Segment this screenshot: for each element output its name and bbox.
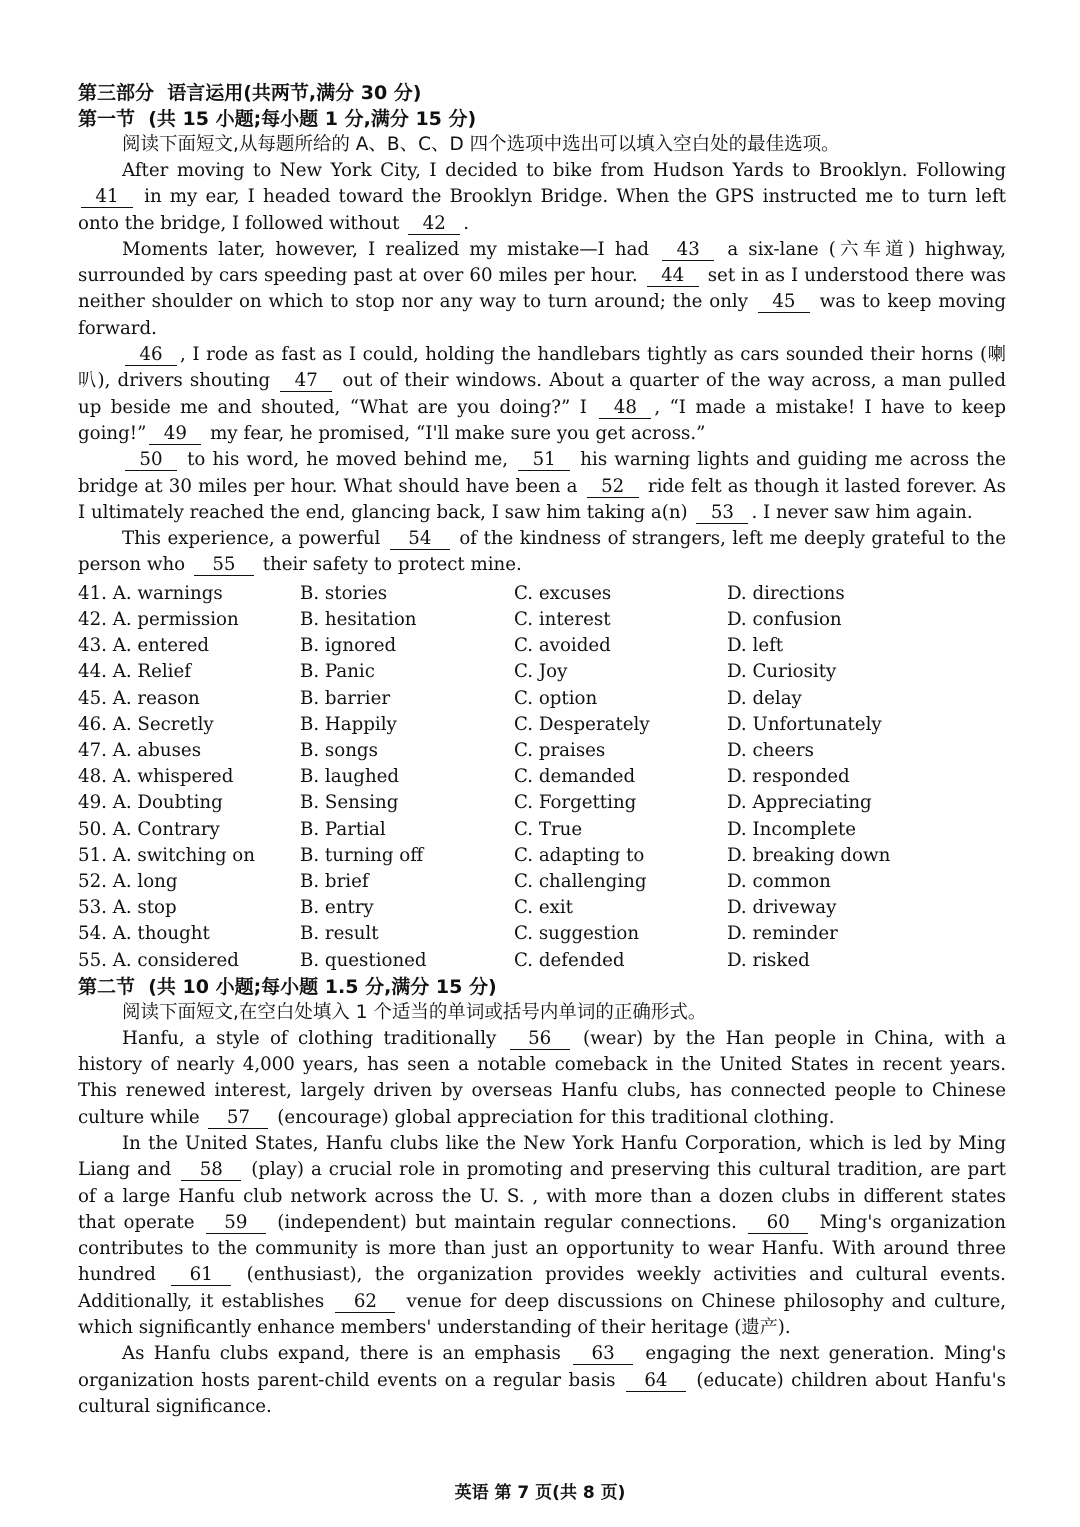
option-row-49: 49. A. Doubting B. Sensing C. Forgetting D. Appreciating [78,792,872,814]
blank-64: 64 [626,1371,686,1392]
option-row-52: 52. A. long B. brief C. challenging D. common [78,870,831,892]
blank-53: 53 [696,503,748,524]
grammar-paragraph-2: In the United States, Hanfu clubs like the New York Hanfu Corporation, which is led by Ming Liang and 58 (play) a crucial role in promoting and preserving this cultural tradition, are part of a large Hanfu club network across the U. S. , with more than a dozen clubs in different states that operate 59 (independent) but maintain regular connections. 60 Ming's organization contributes to the community is more than just an opportunity to wear Hanfu. With around three hundred 61 (enthusiast), the organization provides weekly activities and cultural events. Additionally, it establishes 62 venue for deep discussions on Chinese philosophy and culture, which significantly enhance members' understanding of their heritage (遗产). [78,1132,1006,1339]
blank-41: 41 [81,187,133,208]
option-row-50: 50. A. Contrary B. Partial C. True D. Incomplete [78,818,857,840]
blank-46: 46 [125,345,177,366]
blank-61: 61 [171,1265,231,1286]
cloze-paragraph-2: Moments later, however, I realized my mistake—I had 43 a six-lane (六车道) highway, surrounded by cars speeding past at over 60 miles per hour. 44 set in as I understood there was neither shoulder on which to stop nor any way to turn around; the only 45 was to keep moving forward. [78,238,1006,339]
blank-49: 49 [149,424,201,445]
blank-58: 58 [181,1160,241,1181]
cloze-paragraph-3: 46 , I rode as fast as I could, holding the handlebars tightly as cars sounded their horns (喇叭), drivers shouting 47 out of their windows. About a quarter of the way across, a man pulled up beside me and shouted, “What are you doing?” I 48 , “I made a mistake! I have to keep going!” 49 my fear, he promised, “I'll make sure you get across.” [78,344,1006,444]
option-row-51: 51. A. switching on B. turning off C. adapting to D. breaking down [78,844,891,866]
blank-55: 55 [194,555,254,576]
section1-instruction: 阅读下面短文,从每题所给的 A、B、C、D 四个选项中选出可以填入空白处的最佳选项。 [122,134,840,155]
grammar-paragraph-1: Hanfu, a style of clothing traditionally 56 (wear) by the Han people in China, with a history of nearly 4,000 years, has seen a notable comeback in the United States in recent years. This renewed interest, largely driven by overseas Hanfu clubs, has connected people to Chinese culture while 57 (encourage) global appreciation for this traditional clothing. [78,1027,1006,1128]
blank-51: 51 [518,450,570,471]
blank-44: 44 [647,266,699,287]
option-row-48: 48. A. whispered B. laughed C. demanded D. responded [78,766,850,788]
blank-54: 54 [390,529,450,550]
blank-62: 62 [335,1292,395,1313]
blank-48: 48 [599,398,651,419]
blank-45: 45 [758,292,810,313]
option-row-47: 47. A. abuses B. songs C. praises D. cheers [78,739,814,761]
option-row-45: 45. A. reason B. barrier C. option D. delay [78,687,802,709]
blank-56: 56 [510,1029,570,1050]
blank-50: 50 [125,450,177,471]
option-row-43: 43. A. entered B. ignored C. avoided D. left [78,635,784,657]
blank-57: 57 [208,1108,268,1129]
options-list [78,581,1006,974]
option-row-42: 42. A. permission B. hesitation C. interest D. confusion [78,608,842,630]
option-row-54: 54. A. thought B. result C. suggestion D. reminder [78,923,838,945]
section2-instruction: 阅读下面短文,在空白处填入 1 个适当的单词或括号内单词的正确形式。 [122,1001,707,1023]
section1-title: 第一节 (共 15 小题;每小题 1 分,满分 15 分) [78,108,477,130]
option-row-53: 53. A. stop B. entry C. exit D. driveway [78,897,837,919]
section2-title: 第二节 (共 10 小题;每小题 1.5 分,满分 15 分) [78,975,497,998]
blank-60: 60 [748,1213,808,1234]
blank-43: 43 [662,240,714,261]
blank-42: 42 [408,214,460,235]
blank-59: 59 [206,1213,266,1234]
option-row-55: 55. A. considered B. questioned C. defended D. risked [78,949,810,971]
exam-page [78,80,1006,1420]
cloze-paragraph-1: After moving to New York City, I decided to bike from Hudson Yards to Brooklyn. Following 41 in my ear, I headed toward the Brooklyn Bridge. When the GPS instructed me to turn left onto the bridge, I followed without 42 . [78,160,1006,234]
grammar-paragraph-3: As Hanfu clubs expand, there is an emphasis 63 engaging the next generation. Ming's organization hosts parent-child events on a regular basis 64 (educate) children about Hanfu's cultural significance. [78,1343,1006,1417]
option-row-41: 41. A. warnings B. stories C. excuses D. directions [78,582,845,604]
page-footer: 英语 第 7 页(共 8 页) [454,1483,626,1503]
option-row-44: 44. A. Relief B. Panic C. Joy D. Curiosity [78,661,837,683]
cloze-paragraph-5: This experience, a powerful 54 of the kindness of strangers, left me deeply grateful to the person who 55 their safety to protect mine. [78,528,1006,576]
cloze-paragraph-4: 50 to his word, he moved behind me, 51 his warning lights and guiding me across the bridge at 30 miles per hour. What should have been a 52 ride felt as though it lasted forever. As I ultimately reached the end, glancing back, I saw him taking a(n) 53 . I never saw him again. [78,449,1006,523]
blank-47: 47 [280,371,332,392]
part-title: 第三部分 语言运用(共两节,满分 30 分) [78,82,422,104]
option-row-46: 46. A. Secretly B. Happily C. Desperately D. Unfortunately [78,713,882,735]
blank-52: 52 [587,477,639,498]
blank-63: 63 [573,1344,633,1365]
